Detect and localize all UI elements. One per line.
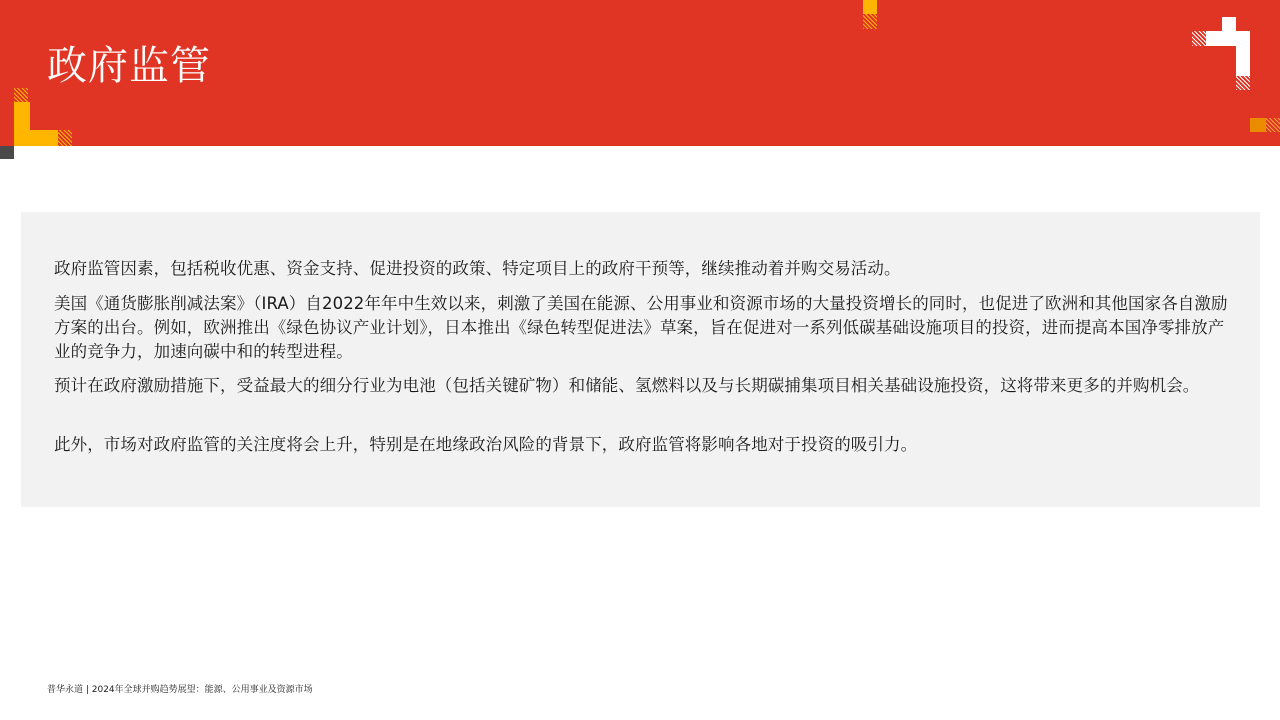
decor-hatch-left-bottom	[58, 130, 72, 146]
decor-hatch-right-bottom	[1236, 76, 1250, 90]
decor-hatch-right-left	[1192, 31, 1206, 46]
decor-hatch-left-top	[14, 88, 28, 102]
content-box	[21, 212, 1260, 507]
paragraph-incentives: 预计在政府激励措施下，受益最大的细分行业为电池（包括关键矿物）和储能、氢燃料以及与长期碳捕集项目相关基础设施投资，这将带来更多的并购机会。	[54, 376, 1200, 395]
header-banner	[0, 0, 1280, 146]
decor-top-mid-bar	[863, 0, 877, 14]
decor-right-small-square	[1222, 17, 1236, 31]
decor-bracket-left-horizontal	[30, 130, 58, 146]
paragraph-intro: 政府监管因素，包括税收优惠、资金支持、促进投资的政策、特定项目上的政府干预等，继续推动着并购交易活动。	[54, 259, 901, 278]
decor-right-orange-square	[1250, 118, 1266, 132]
paragraph-geopolitics: 此外，市场对政府监管的关注度将会上升，特别是在地缘政治风险的背景下，政府监管将影响各地对于投资的吸引力。	[54, 435, 918, 454]
paragraph-ira: 美国《通货膨胀削减法案》（IRA）自2022年年中生效以来，刺激了美国在能源、公用事业和资源市场的大量投资增长的同时，也促进了欧洲和其他国家各自激励方案的出台。例如，欧洲推出《绿色协议产业计划》，日本推出《绿色转型促进法》草案，旨在促进对一系列低碳基础设施项目的投资，进而提高本国净零排放产业的竞争力，加速向碳中和的转型进程。	[54, 294, 1228, 361]
decor-top-mid-hatch	[863, 14, 877, 29]
footer-source: 普华永道 | 2024年全球并购趋势展望：能源、公用事业及资源市场	[47, 685, 313, 695]
page-title: 政府监管	[47, 43, 211, 89]
decor-bracket-left-vertical	[14, 102, 30, 146]
decor-bracket-right-vertical	[1236, 46, 1250, 76]
decor-right-orange-hatch	[1266, 118, 1280, 132]
decor-dark-square	[0, 146, 14, 159]
decor-bracket-right-horizontal	[1206, 31, 1250, 46]
